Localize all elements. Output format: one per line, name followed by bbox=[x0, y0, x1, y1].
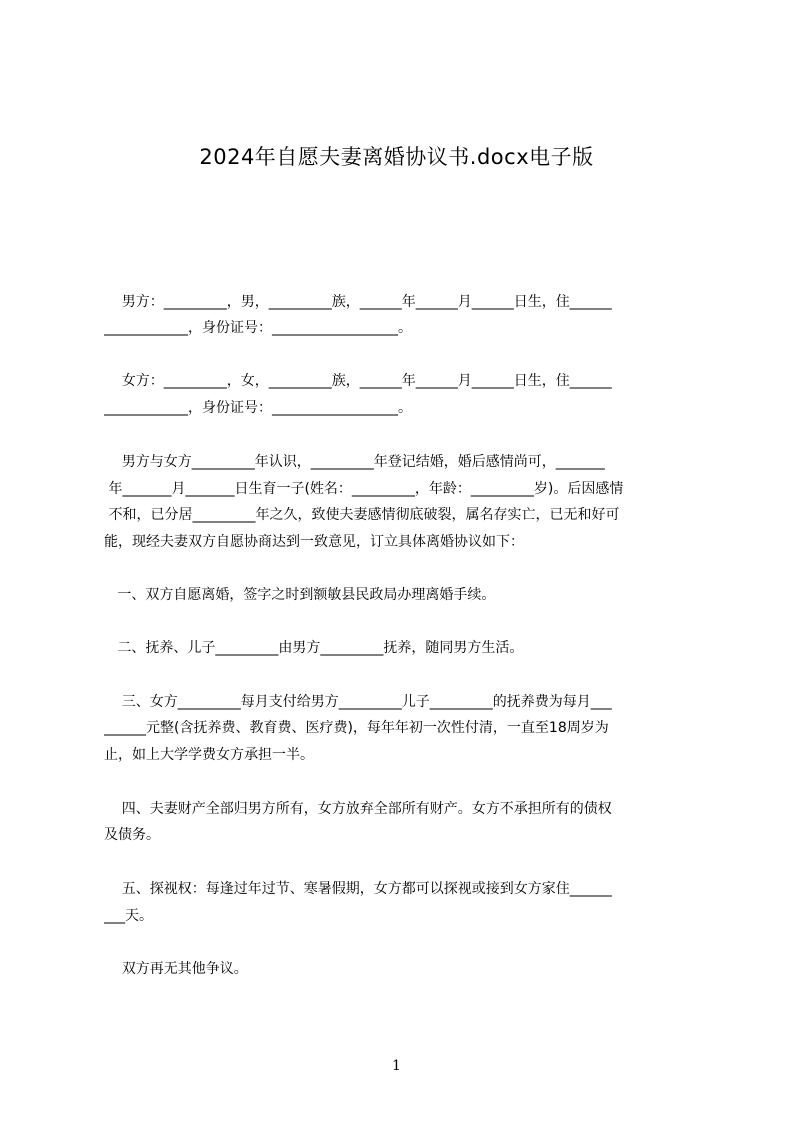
paragraph-background-line-3: 不和，已分居_________年之久，致使夫妻感情彻底破裂，属名存实亡，已无和好可 bbox=[104, 507, 620, 523]
paragraph-clause-4-line-1: 四、夫妻财产全部归男方所有，女方放弃全部所有财产。女方不承担所有的债权 bbox=[104, 801, 612, 817]
paragraph-background-line-4: 能，现经夫妻双方自愿协商达到一致意见，订立具体离婚协议如下： bbox=[104, 534, 524, 550]
paragraph-background-line-2: 年_______月_______日生育一子(姓名：_________，年龄：_________岁)。后因感情 bbox=[104, 481, 624, 497]
paragraph-husband-info-line-1: 男方：_________，男，_________族，______年______月______日生，住______ bbox=[104, 294, 612, 310]
paragraph-husband-info-line-2: ____________，身份证号：__________________。 bbox=[104, 320, 412, 336]
paragraph-clause-4-line-2: 及债务。 bbox=[104, 827, 160, 843]
paragraph-clause-3-line-3: 止，如上大学学费女方承担一半。 bbox=[104, 747, 314, 763]
paragraph-background-line-1: 男方与女方_________年认识，_________年登记结婚，婚后感情尚可，_______ bbox=[104, 454, 605, 470]
paragraph-clause-3-line-1: 三、女方_________每月支付给男方_________儿子_________的抚养费为每月___ bbox=[104, 694, 612, 710]
paragraph-wife-info-line-2: ____________，身份证号：__________________。 bbox=[104, 400, 412, 416]
paragraph-clause-5-line-2: ___天。 bbox=[104, 908, 153, 924]
paragraph-clause-3-line-2: ______元整(含抚养费、教育费、医疗费)，每年年初一次性付清，一直至18周岁为 bbox=[104, 720, 609, 736]
paragraph-clause-2-line-1: 二、抚养、儿子_________由男方_________抚养，随同男方生活。 bbox=[104, 640, 524, 656]
paragraph-clause-1-line-1: 一、双方自愿离婚，签字之时到额敏县民政局办理离婚手续。 bbox=[104, 587, 496, 603]
document-title: 2024年自愿夫妻离婚协议书.docx电子版 bbox=[199, 145, 594, 169]
paragraph-no-dispute-line-1: 双方再无其他争议。 bbox=[104, 961, 248, 977]
page-number: 1 bbox=[392, 1058, 401, 1074]
paragraph-clause-5-line-1: 五、探视权：每逢过年过节、寒暑假期，女方都可以探视或接到女方家住______ bbox=[104, 881, 612, 897]
paragraph-wife-info-line-1: 女方：_________，女，_________族，______年______月______日生，住______ bbox=[104, 373, 612, 389]
